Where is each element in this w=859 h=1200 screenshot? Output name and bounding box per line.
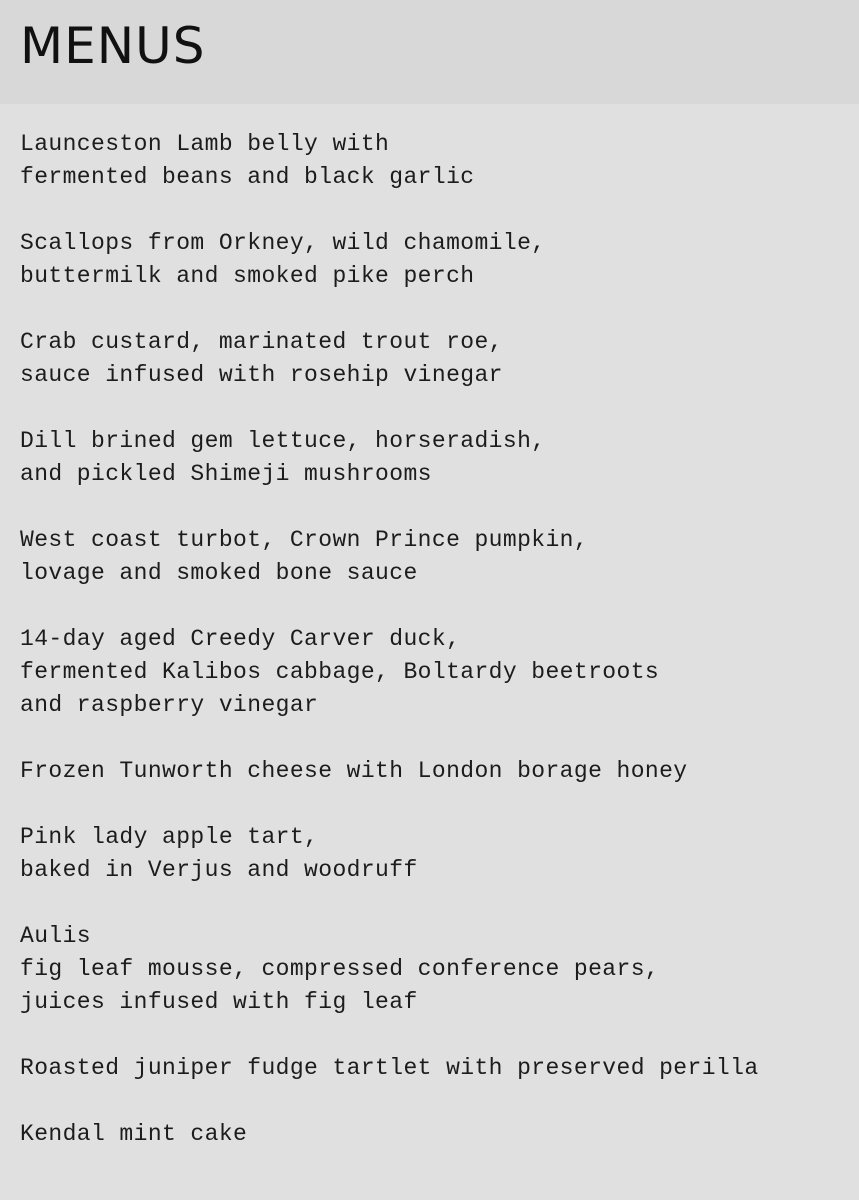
menu-item-line: and pickled Shimeji mushrooms xyxy=(20,461,432,487)
menu-item-line: and raspberry vinegar xyxy=(20,692,319,718)
menu-item-line: fermented Kalibos cabbage, Boltardy beetroots xyxy=(20,659,660,685)
menu-item-line: West coast turbot, Crown Prince pumpkin, xyxy=(20,527,589,553)
menu-item-line: 14-day aged Creedy Carver duck, xyxy=(20,626,461,652)
menu-item-line: fig leaf mousse, compressed conference pears, xyxy=(20,956,660,982)
menu-item xyxy=(20,1118,759,1151)
menu-item xyxy=(20,128,759,194)
menu-item xyxy=(20,326,759,392)
menu-item-line: Frozen Tunworth cheese with London borage honey xyxy=(20,758,688,784)
menu-item-line: Aulis xyxy=(20,923,92,949)
menu-item xyxy=(20,425,759,491)
menu-item xyxy=(20,920,759,1019)
menu-item-line: sauce infused with rosehip vinegar xyxy=(20,362,503,388)
menu-item-line: baked in Verjus and woodruff xyxy=(20,857,418,883)
menu-item-line: Pink lady apple tart, xyxy=(20,824,319,850)
menu-item-line: buttermilk and smoked pike perch xyxy=(20,263,475,289)
menu-item-line: lovage and smoked bone sauce xyxy=(20,560,418,586)
menu-item xyxy=(20,524,759,590)
menu-item xyxy=(20,623,759,722)
page-title: MENUS xyxy=(20,17,206,75)
menu-item-line: juices infused with fig leaf xyxy=(20,989,418,1015)
menu-item-line: Kendal mint cake xyxy=(20,1121,248,1147)
menu-item xyxy=(20,755,759,788)
menu-item xyxy=(20,821,759,887)
menu-item-line: Dill brined gem lettuce, horseradish, xyxy=(20,428,546,454)
menu-item-line: Launceston Lamb belly with xyxy=(20,131,390,157)
menu-item xyxy=(20,1052,759,1085)
menu-item-line: Scallops from Orkney, wild chamomile, xyxy=(20,230,546,256)
menu-item-line: Crab custard, marinated trout roe, xyxy=(20,329,503,355)
menu-item xyxy=(20,227,759,293)
menu-item-line: Roasted juniper fudge tartlet with preserved perilla xyxy=(20,1055,759,1081)
menu-item-line: fermented beans and black garlic xyxy=(20,164,475,190)
